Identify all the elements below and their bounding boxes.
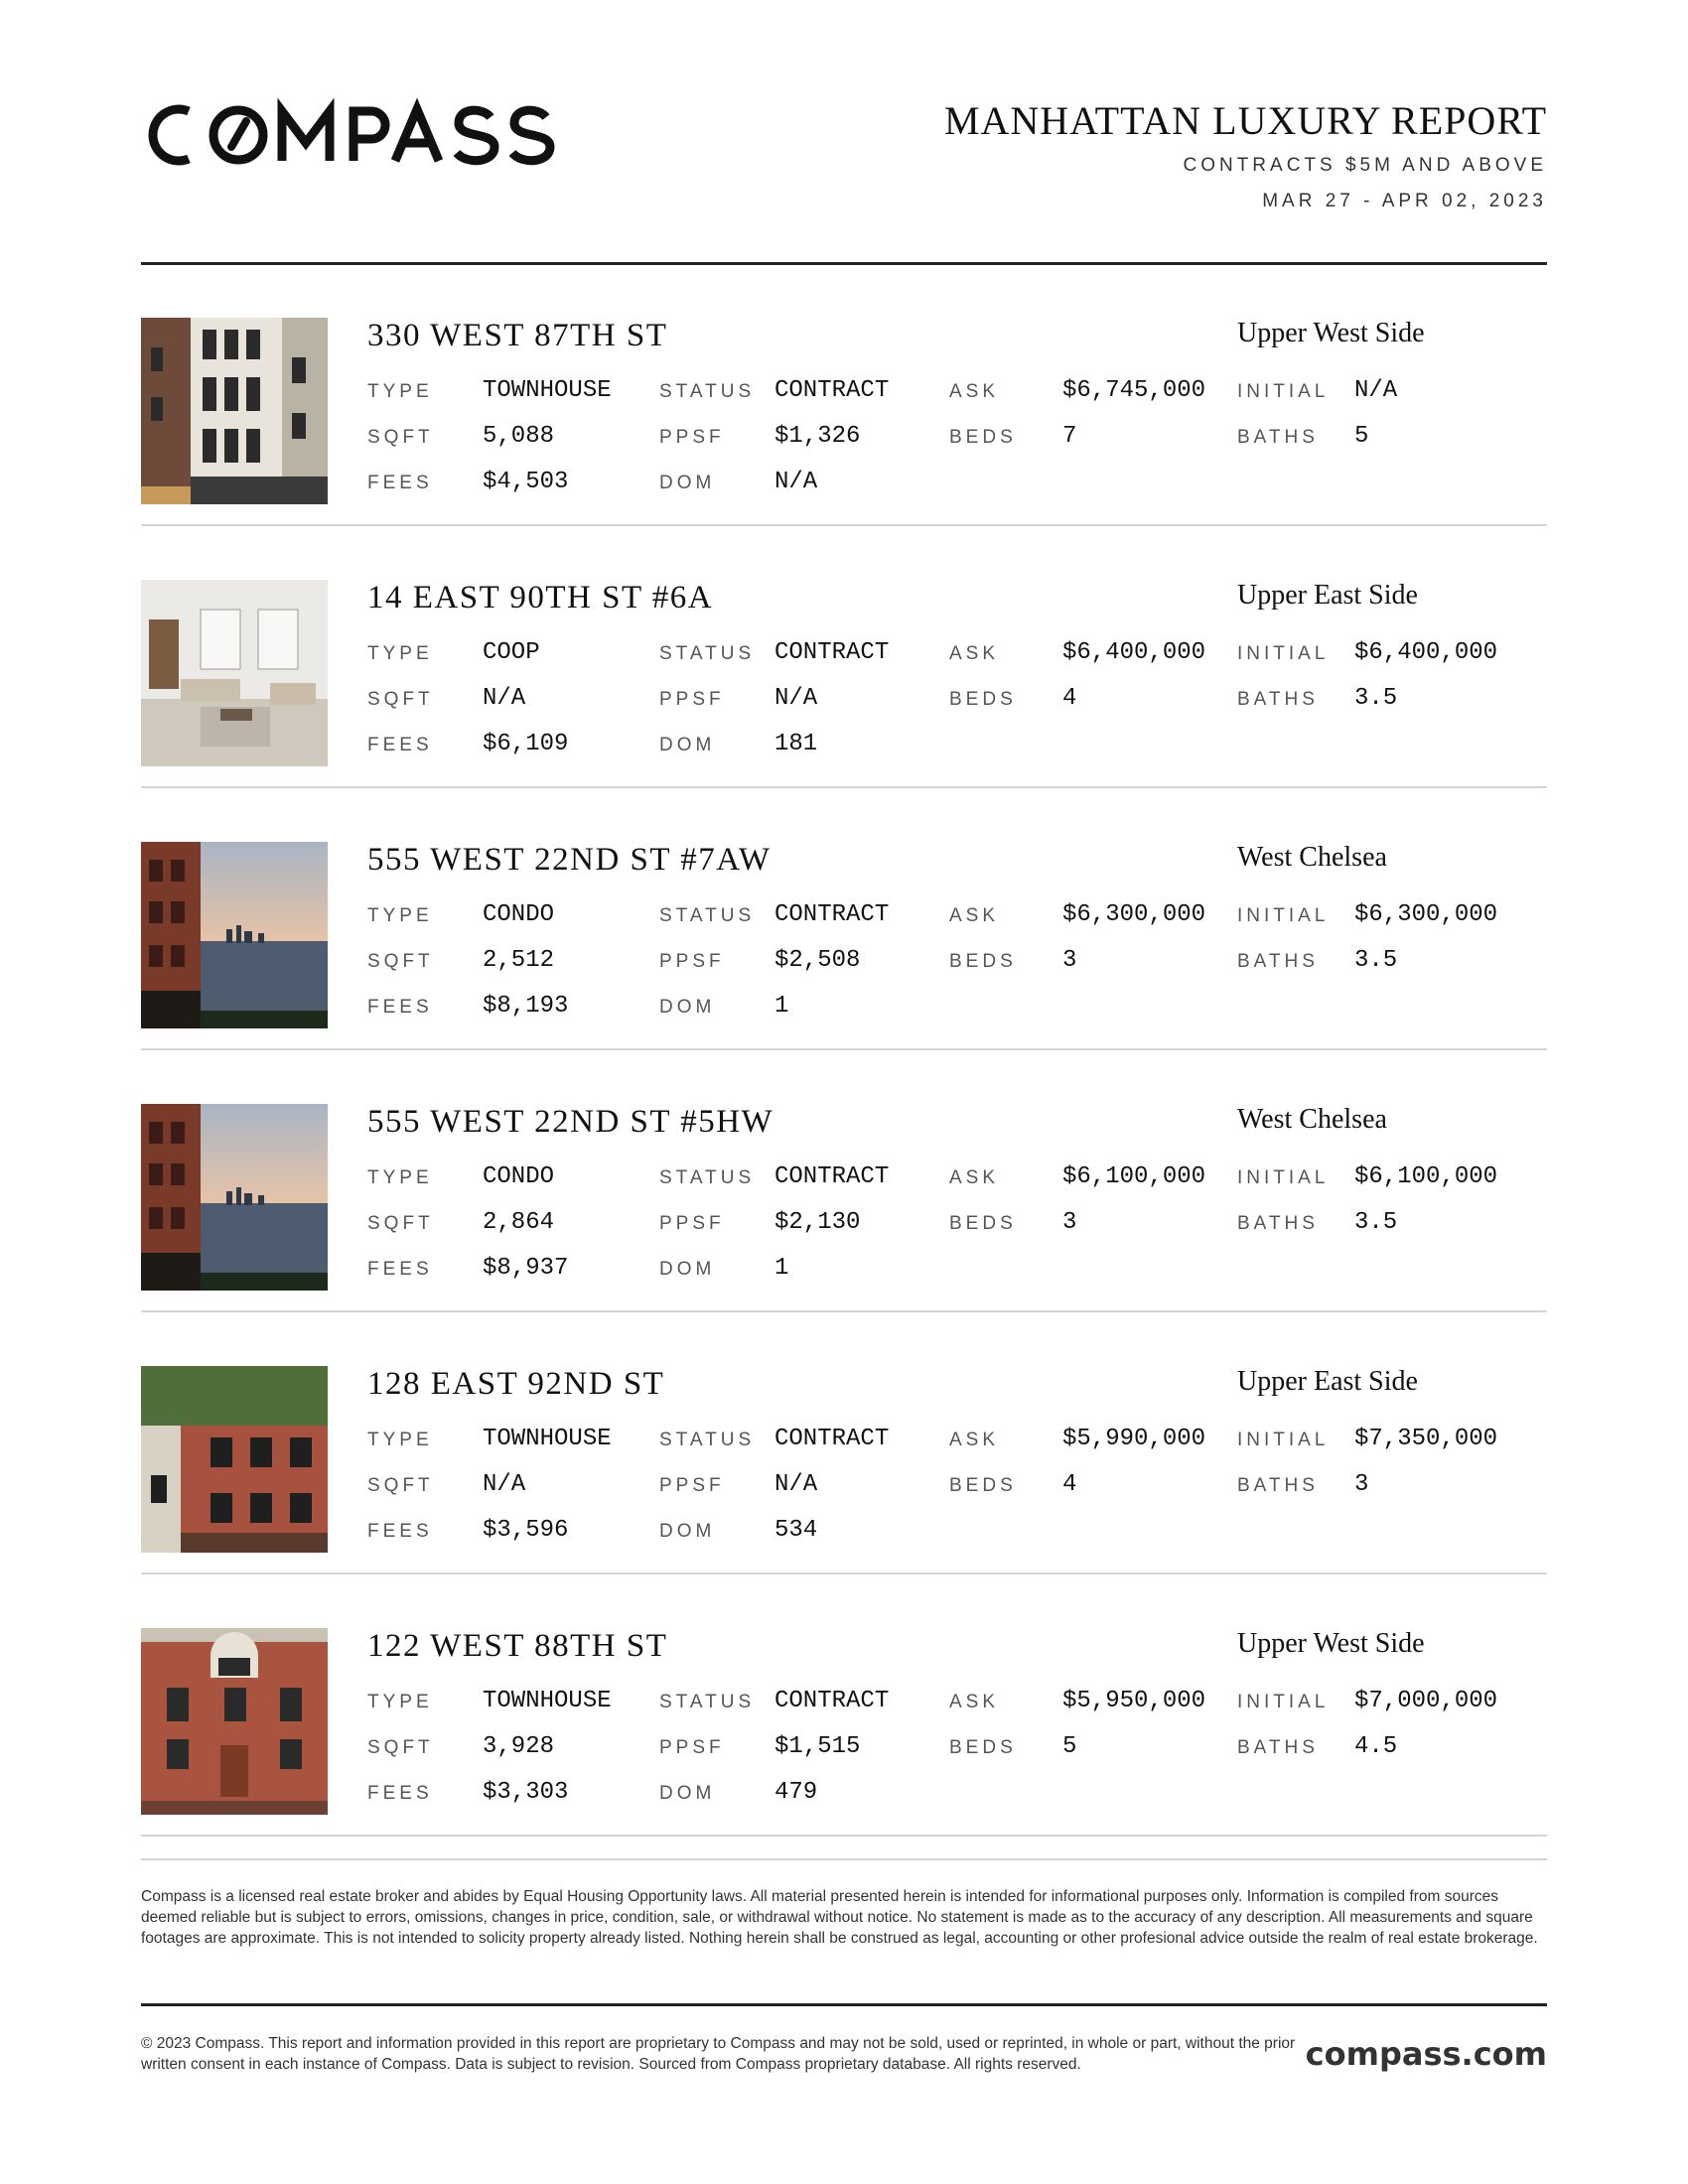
value-type: TOWNHOUSE [483,1426,612,1452]
listing-address: 555 WEST 22ND ST #7AW [367,842,772,878]
value-ask: $6,300,000 [1062,901,1206,928]
value-type: TOWNHOUSE [483,377,612,404]
listing-neighborhood: Upper West Side [1237,318,1425,348]
label-dom: DOM [659,1259,716,1280]
label-sqft: SQFT [367,951,434,972]
label-initial: INITIAL [1237,1167,1330,1188]
label-initial: INITIAL [1237,905,1330,926]
listing-neighborhood: West Chelsea [1237,842,1387,873]
brownstone-photo[interactable] [141,318,328,504]
label-status: STATUS [659,1430,756,1450]
label-type: TYPE [367,381,433,402]
value-sqft: 3,928 [483,1733,555,1760]
value-ask: $6,400,000 [1062,639,1206,666]
compass-logo-mark [141,95,566,175]
living-room-photo[interactable] [141,580,328,766]
report-date-range: MAR 27 - APR 02, 2023 [1262,191,1547,211]
label-ask: ASK [949,1430,1000,1450]
value-beds: 4 [1062,685,1077,712]
value-ask: $6,100,000 [1062,1163,1206,1190]
value-beds: 3 [1062,947,1077,974]
listing-row [141,526,1547,788]
label-status: STATUS [659,1692,756,1712]
listing-neighborhood: Upper East Side [1237,1366,1418,1397]
value-fees: $8,937 [483,1255,569,1282]
value-sqft: 5,088 [483,423,555,450]
label-baths: BATHS [1237,427,1319,448]
value-initial: N/A [1354,377,1398,404]
value-dom: 1 [774,993,789,1020]
label-ppsf: PPSF [659,1737,725,1758]
value-initial: $6,300,000 [1354,901,1498,928]
value-baths: 3.5 [1354,685,1398,712]
disclaimer-divider [141,1858,1547,1860]
listing-address: 128 EAST 92ND ST [367,1366,665,1402]
label-baths: BATHS [1237,689,1319,710]
label-dom: DOM [659,1521,716,1542]
listing-row [141,264,1547,526]
value-ppsf: $2,508 [774,947,861,974]
value-dom: N/A [774,469,818,495]
label-fees: FEES [367,735,433,755]
label-ppsf: PPSF [659,427,725,448]
label-beds: BEDS [949,427,1017,448]
label-ask: ASK [949,905,1000,926]
value-status: CONTRACT [774,901,890,928]
value-ask: $6,745,000 [1062,377,1206,404]
label-initial: INITIAL [1237,1430,1330,1450]
row-divider [141,1835,1547,1837]
label-sqft: SQFT [367,1475,434,1496]
label-ppsf: PPSF [659,689,725,710]
value-sqft: 2,512 [483,947,555,974]
report-subtitle: CONTRACTS $5M AND ABOVE [1183,155,1547,176]
value-baths: 5 [1354,423,1369,450]
listing-neighborhood: Upper West Side [1237,1628,1425,1659]
value-baths: 3 [1354,1471,1369,1498]
label-fees: FEES [367,1259,433,1280]
label-sqft: SQFT [367,1213,434,1234]
value-baths: 3.5 [1354,1209,1398,1236]
value-initial: $7,000,000 [1354,1688,1498,1714]
label-sqft: SQFT [367,427,434,448]
value-ppsf: $1,326 [774,423,861,450]
label-type: TYPE [367,643,433,664]
value-dom: 479 [774,1779,818,1806]
value-type: TOWNHOUSE [483,1688,612,1714]
label-dom: DOM [659,735,716,755]
label-sqft: SQFT [367,689,434,710]
value-dom: 1 [774,1255,789,1282]
value-type: CONDO [483,1163,555,1190]
value-status: CONTRACT [774,1163,890,1190]
value-type: CONDO [483,901,555,928]
brick-townhouse-photo[interactable] [141,1366,328,1553]
red-brick-facade-photo[interactable] [141,1628,328,1815]
value-dom: 181 [774,731,818,757]
disclaimer-text: Compass is a licensed real estate broker and abides by Equal Housing Opportunity laws. All material presented herein is intended for informational purposes only. Information is compiled from sources deemed reliable but is subject to errors, omissions, changes in price, condition, sale, or withdrawal without notice. No statement is made as to the accuracy of any description. All measurements and square footages are approximate. This is not intended to solicity property already listed. Nothing herein shall be construed as legal, accounting or other profesional advice outside the realm of real estate brokerage. [141,1888,1538,1947]
label-dom: DOM [659,1783,716,1804]
value-fees: $4,503 [483,469,569,495]
label-ask: ASK [949,381,1000,402]
listing-address: 122 WEST 88TH ST [367,1628,668,1664]
label-baths: BATHS [1237,951,1319,972]
label-ask: ASK [949,1692,1000,1712]
label-ppsf: PPSF [659,1475,725,1496]
value-baths: 4.5 [1354,1733,1398,1760]
label-baths: BATHS [1237,1213,1319,1234]
label-status: STATUS [659,643,756,664]
label-status: STATUS [659,381,756,402]
value-ask: $5,990,000 [1062,1426,1206,1452]
value-initial: $7,350,000 [1354,1426,1498,1452]
value-fees: $6,109 [483,731,569,757]
listing-neighborhood: Upper East Side [1237,580,1418,611]
value-fees: $3,596 [483,1517,569,1544]
label-status: STATUS [659,905,756,926]
listing-address: 330 WEST 87TH ST [367,318,668,353]
value-beds: 4 [1062,1471,1077,1498]
value-beds: 3 [1062,1209,1077,1236]
value-ppsf: $1,515 [774,1733,861,1760]
label-type: TYPE [367,1692,433,1712]
value-dom: 534 [774,1517,818,1544]
label-type: TYPE [367,905,433,926]
label-beds: BEDS [949,951,1017,972]
value-status: CONTRACT [774,1688,890,1714]
label-ask: ASK [949,643,1000,664]
value-sqft: N/A [483,1471,526,1498]
label-beds: BEDS [949,689,1017,710]
value-ppsf: $2,130 [774,1209,861,1236]
listing-address: 14 EAST 90TH ST #6A [367,580,714,615]
listing-neighborhood: West Chelsea [1237,1104,1387,1135]
label-fees: FEES [367,997,433,1018]
label-baths: BATHS [1237,1475,1319,1496]
value-status: CONTRACT [774,377,890,404]
label-fees: FEES [367,1783,433,1804]
value-ppsf: N/A [774,685,818,712]
value-beds: 7 [1062,423,1077,450]
value-fees: $8,193 [483,993,569,1020]
copyright-text: © 2023 Compass. This report and information provided in this report are proprietary to Compass and may not be sold, used or reprinted, in whole or part, without the prior written consent in each instance of Compass. Data is subject to revision. Sourced from Compass proprietary database. All rights reserved. [141,2035,1296,2073]
value-sqft: N/A [483,685,526,712]
label-beds: BEDS [949,1475,1017,1496]
listing-row [141,1312,1547,1574]
value-fees: $3,303 [483,1779,569,1806]
value-initial: $6,400,000 [1354,639,1498,666]
river-view-photo[interactable] [141,842,328,1028]
listing-row [141,1574,1547,1837]
label-initial: INITIAL [1237,381,1330,402]
label-initial: INITIAL [1237,643,1330,664]
river-view-photo[interactable] [141,1104,328,1291]
label-beds: BEDS [949,1213,1017,1234]
label-sqft: SQFT [367,1737,434,1758]
label-beds: BEDS [949,1737,1017,1758]
site-link[interactable]: compass.com [1305,2035,1547,2073]
label-dom: DOM [659,997,716,1018]
listing-row [141,788,1547,1050]
listing-row [141,1050,1547,1312]
label-initial: INITIAL [1237,1692,1330,1712]
label-baths: BATHS [1237,1737,1319,1758]
compass-logo [141,95,566,175]
value-ask: $5,950,000 [1062,1688,1206,1714]
value-beds: 5 [1062,1733,1077,1760]
label-status: STATUS [659,1167,756,1188]
value-sqft: 2,864 [483,1209,555,1236]
value-ppsf: N/A [774,1471,818,1498]
value-baths: 3.5 [1354,947,1398,974]
label-ask: ASK [949,1167,1000,1188]
value-type: COOP [483,639,540,666]
label-ppsf: PPSF [659,951,725,972]
label-dom: DOM [659,473,716,493]
footer-divider [141,2003,1547,2006]
label-fees: FEES [367,1521,433,1542]
value-status: CONTRACT [774,1426,890,1452]
value-initial: $6,100,000 [1354,1163,1498,1190]
label-type: TYPE [367,1167,433,1188]
label-fees: FEES [367,473,433,493]
label-type: TYPE [367,1430,433,1450]
listing-address: 555 WEST 22ND ST #5HW [367,1104,774,1140]
label-ppsf: PPSF [659,1213,725,1234]
value-status: CONTRACT [774,639,890,666]
report-title: MANHATTAN LUXURY REPORT [943,98,1547,143]
